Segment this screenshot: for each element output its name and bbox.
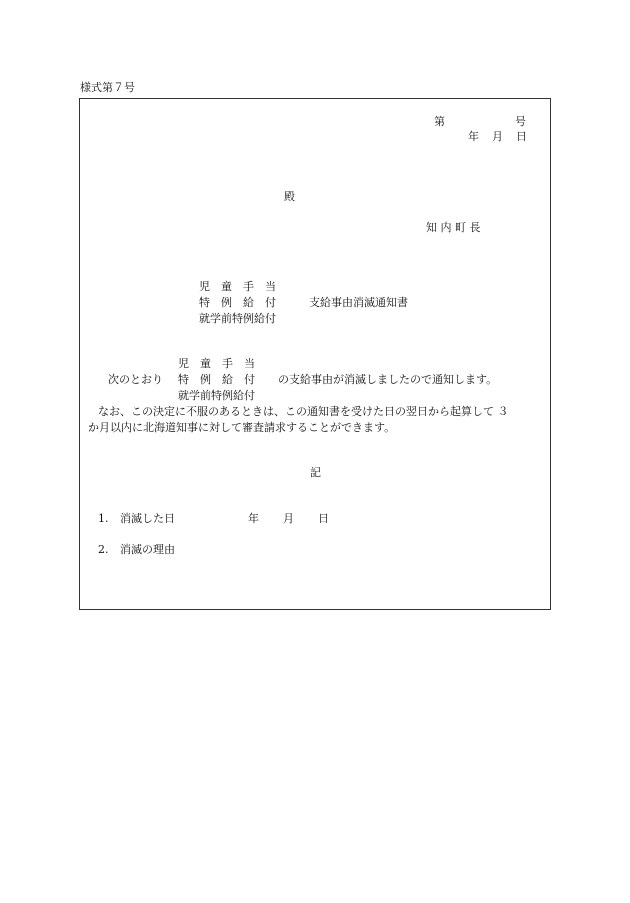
date-year: 年 (468, 130, 479, 143)
document-frame (79, 98, 551, 610)
title-line-1: 児 童 手 当 (199, 280, 276, 293)
body-continuation: の支給事由が消滅しましたので通知します。 (278, 373, 498, 386)
title-suffix: 支給事由消滅通知書 (309, 296, 408, 309)
item-1-day: 日 (318, 512, 329, 525)
item-1-label: 消滅した日 (120, 512, 175, 525)
item-1-num: 1. (98, 512, 109, 525)
date-month: 月 (492, 130, 503, 143)
appeal-line-2: か月以内に北海道知事に対して審査請求することができます。 (88, 421, 396, 434)
body-option-3: 就学前特例給付 (178, 389, 255, 402)
ki-heading: 記 (310, 466, 321, 479)
issuer: 知 内 町 長 (426, 221, 481, 234)
number-suffix: 号 (515, 115, 526, 128)
appeal-line-1: なお、この決定に不服のあるときは、この通知書を受けた日の翌日から起算して ３ (98, 405, 509, 418)
body-option-2: 特 例 給 付 (178, 373, 255, 386)
body-option-1: 児 童 手 当 (178, 357, 255, 370)
item-2-num: 2. (98, 543, 109, 556)
title-line-2: 特 例 給 付 (199, 296, 276, 309)
body-intro: 次のとおり (108, 373, 163, 386)
date-day: 日 (516, 130, 527, 143)
number-prefix: 第 (434, 115, 445, 128)
addressee-honorific: 殿 (284, 190, 295, 203)
form-label: 様式第７号 (80, 81, 135, 94)
item-1-month: 月 (283, 512, 294, 525)
title-line-3: 就学前特例給付 (199, 312, 276, 325)
item-2-label: 消滅の理由 (120, 543, 175, 556)
item-1-year: 年 (248, 512, 259, 525)
